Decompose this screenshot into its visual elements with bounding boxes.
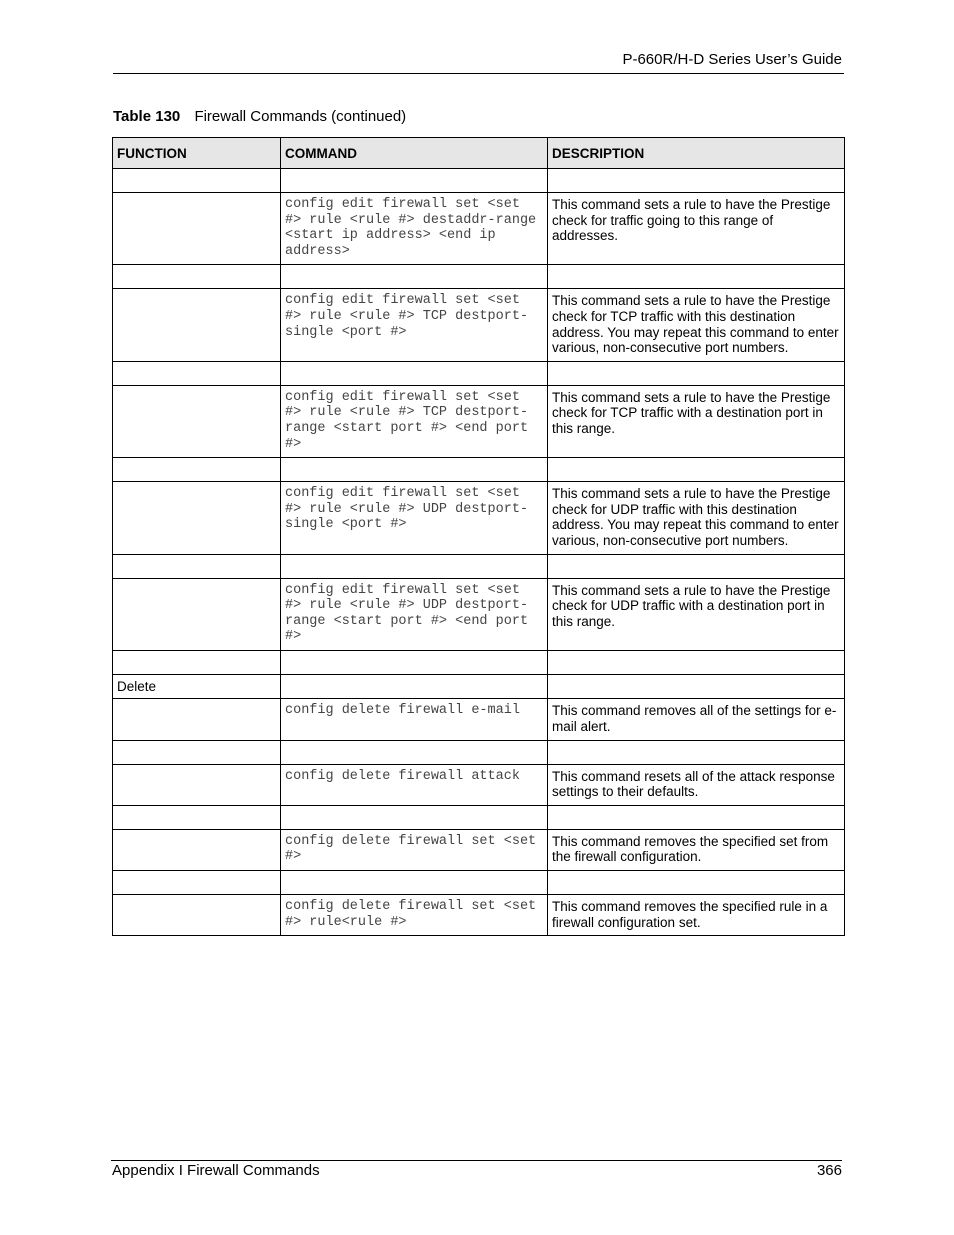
guide-title: P-660R/H-D Series User’s Guide — [622, 51, 842, 68]
command-cell — [281, 740, 548, 764]
description-cell — [548, 740, 845, 764]
column-header-command: COMMAND — [281, 138, 548, 169]
description-cell — [548, 265, 845, 289]
function-cell — [113, 554, 281, 578]
description-cell — [548, 361, 845, 385]
description-cell: This command removes the specified set from the firewall configuration. — [548, 829, 845, 870]
table-row — [113, 458, 845, 482]
function-cell — [113, 650, 281, 674]
table-row — [113, 385, 845, 457]
header-rule — [113, 73, 844, 74]
command-cell — [281, 805, 548, 829]
page-number: 366 — [816, 1162, 842, 1179]
command-cell: config edit firewall set <set #> rule <rule #> destaddr-range <start ip address> <end ip address> — [281, 193, 548, 265]
description-cell: This command removes the specified rule in a firewall configuration set. — [548, 895, 845, 936]
command-cell: config edit firewall set <set #> rule <rule #> TCP destport-single <port #> — [281, 289, 548, 361]
command-cell — [281, 169, 548, 193]
footer-rule — [111, 1160, 842, 1161]
table-row — [113, 289, 845, 361]
table-row — [113, 265, 845, 289]
table-row — [113, 361, 845, 385]
function-cell — [113, 805, 281, 829]
command-cell — [281, 674, 548, 699]
command-cell: config delete firewall e-mail — [281, 699, 548, 740]
function-cell — [113, 578, 281, 650]
command-cell: config delete firewall attack — [281, 764, 548, 805]
command-cell — [281, 650, 548, 674]
command-cell: config edit firewall set <set #> rule <rule #> UDP destport-single <port #> — [281, 482, 548, 554]
table-row — [113, 895, 845, 936]
table-row — [113, 871, 845, 895]
function-cell — [113, 482, 281, 554]
table-row — [113, 554, 845, 578]
command-cell — [281, 458, 548, 482]
command-cell — [281, 554, 548, 578]
description-cell: This command sets a rule to have the Prestige check for UDP traffic with this destination address. You may repeat this command to enter various, non-consecutive port numbers. — [548, 482, 845, 554]
description-cell — [548, 458, 845, 482]
description-cell: This command sets a rule to have the Prestige check for traffic going to this range of addresses. — [548, 193, 845, 265]
function-cell — [113, 699, 281, 740]
table-row — [113, 650, 845, 674]
command-cell: config edit firewall set <set #> rule <rule #> UDP destport-range <start port #> <end port #> — [281, 578, 548, 650]
table-row — [113, 674, 845, 699]
function-cell — [113, 193, 281, 265]
command-cell — [281, 871, 548, 895]
function-cell — [113, 265, 281, 289]
description-cell — [548, 805, 845, 829]
command-cell: config delete firewall set <set #> rule<rule #> — [281, 895, 548, 936]
function-cell — [113, 764, 281, 805]
description-cell: This command sets a rule to have the Prestige check for TCP traffic with a destination port in this range. — [548, 385, 845, 457]
function-cell — [113, 871, 281, 895]
table-row — [113, 829, 845, 870]
table-row — [113, 764, 845, 805]
table-row — [113, 193, 845, 265]
footer-section-title: Appendix I Firewall Commands — [112, 1162, 320, 1179]
table-caption-text: Firewall Commands (continued) — [194, 108, 407, 125]
description-cell — [548, 650, 845, 674]
description-cell — [548, 169, 845, 193]
command-cell: config delete firewall set <set #> — [281, 829, 548, 870]
table-row — [113, 740, 845, 764]
function-cell — [113, 289, 281, 361]
table-row — [113, 805, 845, 829]
description-cell: This command removes all of the settings for e-mail alert. — [548, 699, 845, 740]
description-cell — [548, 674, 845, 699]
column-header-function: FUNCTION — [113, 138, 281, 169]
function-cell — [113, 895, 281, 936]
table-row — [113, 169, 845, 193]
table-row — [113, 578, 845, 650]
column-header-description: DESCRIPTION — [548, 138, 845, 169]
function-cell — [113, 169, 281, 193]
command-cell — [281, 361, 548, 385]
function-cell: Delete — [113, 674, 281, 699]
description-cell: This command resets all of the attack response settings to their defaults. — [548, 764, 845, 805]
description-cell — [548, 871, 845, 895]
description-cell: This command sets a rule to have the Prestige check for UDP traffic with a destination port in this range. — [548, 578, 845, 650]
table-caption — [113, 108, 406, 125]
table-caption-label: Table 130 — [113, 108, 181, 125]
function-cell — [113, 385, 281, 457]
command-cell: config edit firewall set <set #> rule <rule #> TCP destport-range <start port #> <end port #> — [281, 385, 548, 457]
description-cell — [548, 554, 845, 578]
command-cell — [281, 265, 548, 289]
function-cell — [113, 361, 281, 385]
firewall-commands-table — [112, 137, 845, 936]
function-cell — [113, 829, 281, 870]
description-cell: This command sets a rule to have the Prestige check for TCP traffic with this destination address. You may repeat this command to enter various, non-consecutive port numbers. — [548, 289, 845, 361]
function-cell — [113, 740, 281, 764]
table-row — [113, 699, 845, 740]
function-cell — [113, 458, 281, 482]
table-row — [113, 482, 845, 554]
table-header-row — [113, 138, 845, 169]
